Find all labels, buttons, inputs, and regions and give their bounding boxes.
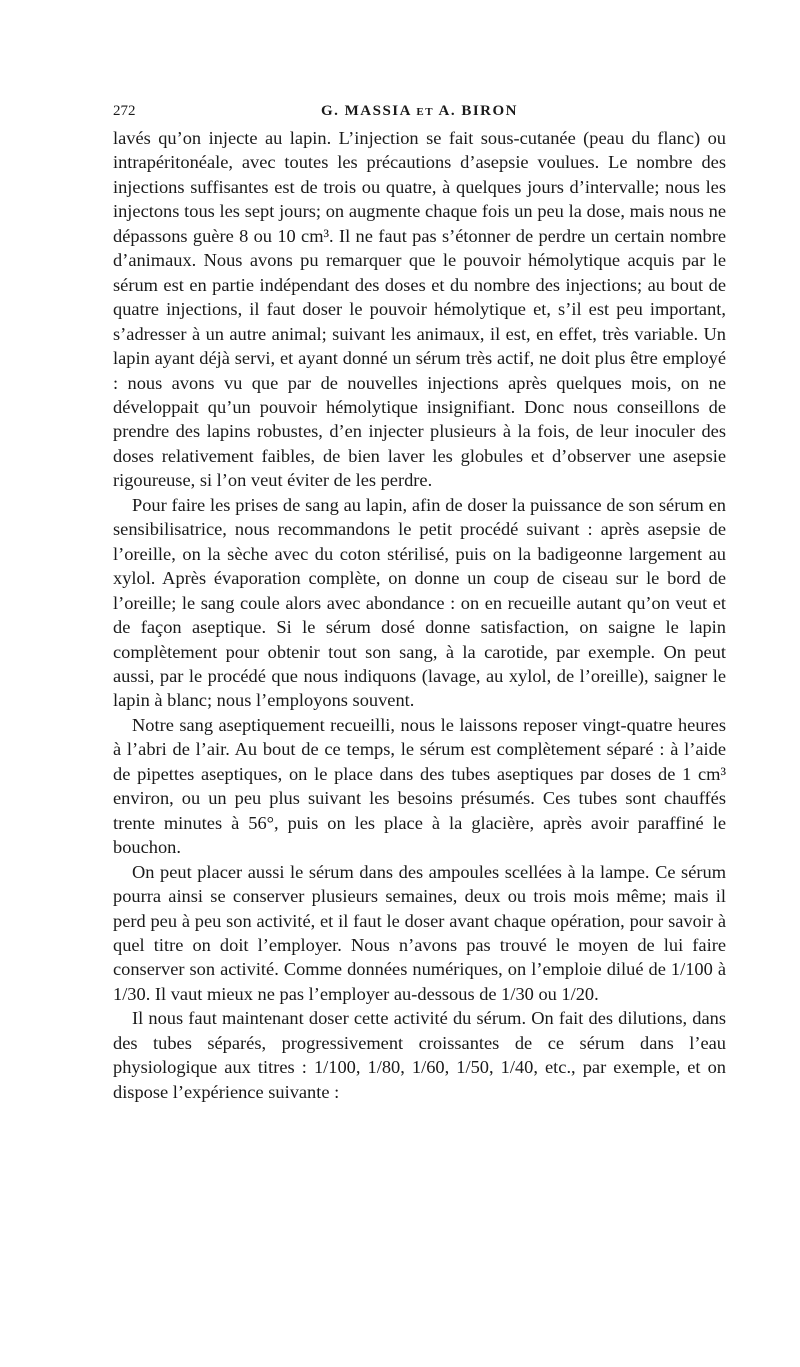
body-text bbox=[113, 126, 726, 1104]
paragraph-1: lavés qu’on injecte au lapin. L’injection se fait sous-cutanée (peau du flanc) ou intrapéritonéale, avec toutes les précautions d’asepsie voulues. Le nombre des injections suffisantes est de trois ou quatre, à quelques jours d’intervalle; nous les injectons tous les sept jours; on augmente chaque fois un peu la dose, mais nous ne dépassons guère 8 ou 10 cm³. Il ne faut pas s’étonner de perdre un certain nombre d’animaux. Nous avons pu remarquer que le pouvoir hémolytique acquis par le sérum est en partie indépendant des doses et du nombre des injections; au bout de quatre injections, il faut doser le pouvoir hémolytique et, s’il est peu important, s’adresser à un autre animal; suivant les animaux, il est, en effet, très variable. Un lapin ayant déjà servi, et ayant donné un sérum très actif, ne doit plus être employé : nous avons vu que par de nouvelles injections après quelques mois, on ne développait qu’un pouvoir hémolytique insignifiant. Donc nous conseillons de prendre des lapins robustes, d’en injecter plusieurs à la fois, de leur inoculer des doses relativement faibles, de bien laver les globules et d’observer une asepsie rigoureuse, si l’on veut éviter de les perdre. bbox=[113, 128, 726, 491]
paragraph-3: Notre sang aseptiquement recueilli, nous le laissons reposer vingt-quatre heures à l’abri de l’air. Au bout de ce temps, le sérum est complètement séparé : à l’aide de pipettes aseptiques, on le place dans des tubes aseptiques par doses de 1 cm³ environ, ou un peu plus suivant les besoins présumés. Ces tubes sont chauffés trente minutes à 56°, puis on les place à la glacière, après avoir paraffiné le bouchon. bbox=[113, 714, 726, 858]
document-page bbox=[113, 96, 726, 1104]
paragraph-4: On peut placer aussi le sérum dans des ampoules scellées à la lampe. Ce sérum pourra ainsi se conserver plusieurs semaines, deux ou trois mois même; mais il perd peu à peu son activité, et il faut le doser avant chaque opération, pour savoir à quel titre on doit l’employer. Nous n’avons pas trouvé le moyen de lui faire conserver son activité. Comme données numériques, on l’emploie dilué de 1/100 à 1/30. Il vaut mieux ne pas l’employer au-dessous de 1/30 ou 1/20. bbox=[113, 861, 726, 1004]
running-title: G. MASSIA et A. BIRON bbox=[320, 103, 519, 119]
paragraph-2: Pour faire les prises de sang au lapin, afin de doser la puissance de son sérum en sensibilisatrice, nous recommandons le petit procédé suivant : après asepsie de l’oreille, on la sèche avec du coton stérilisé, puis on la badigeonne largement au xylol. Après évaporation complète, on donne un coup de ciseau sur le bord de l’oreille; le sang coule alors avec abondance : on en recueille autant qu’on veut et de façon aseptique. Si le sérum dosé donne satisfaction, on saigne le lapin complètement pour obtenir tout son sang, à la carotide, par exemple. On peut aussi, par le procédé que nous indiquons (lavage, au xylol, de l’oreille), saigner le lapin à blanc; nous l’employons souvent. bbox=[113, 494, 726, 711]
running-header bbox=[113, 96, 726, 126]
paragraph-5: Il nous faut maintenant doser cette activité du sérum. On fait des dilutions, dans des tubes séparés, progressivement croissantes de ce sérum dans l’eau physiologique aux titres : 1/100, 1/80, 1/60, 1/50, 1/40, etc., par exemple, et on dispose l’expérience suivante : bbox=[113, 1008, 726, 1102]
page-number: 272 bbox=[113, 103, 136, 119]
